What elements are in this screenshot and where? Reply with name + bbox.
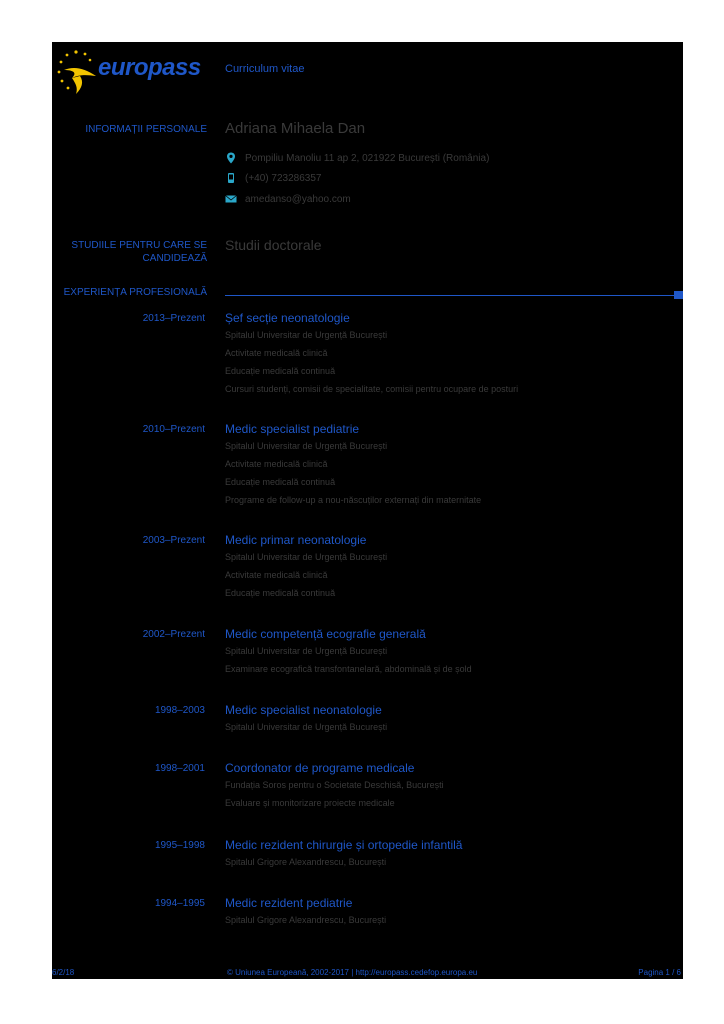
logo-wordmark: europass (98, 54, 201, 81)
email-text[interactable]: amedanso@yahoo.com (245, 193, 351, 205)
experience-date: 1998–2003 (154, 705, 205, 716)
studies-label-line2: CANDIDEAZĂ (142, 253, 207, 264)
experience-date: 1994–1995 (154, 898, 205, 909)
full-name: Adriana Mihaela Dan (225, 120, 366, 137)
experience-date: 2013–Prezent (142, 313, 205, 324)
experience-title: Medic specialist pediatrie (225, 422, 360, 436)
footer-copyright[interactable]: © Uniunea Europeană, 2002-2017 | http://europass.cedefop.europa.eu (227, 968, 478, 977)
experience-item (225, 760, 675, 812)
experience-detail: Activitate medicală clinică (225, 570, 328, 580)
studies-value: Studii doctorale (225, 237, 322, 253)
section-divider (225, 295, 674, 296)
document-title: Curriculum vitae (225, 63, 305, 75)
address-text: Pompiliu Manoliu 11 ap 2, 021922 București (România) (245, 152, 490, 164)
experience-title: Șef secție neonatologie (225, 311, 350, 325)
studies-label-line1: STUDIILE PENTRU CARE SE (71, 240, 207, 251)
experience-date: 2002–Prezent (142, 629, 205, 640)
experience-detail: Evaluare și monitorizare proiecte medicale (225, 798, 395, 808)
experience-item (225, 421, 675, 509)
experience-date: 1995–1998 (154, 840, 205, 851)
experience-employer: Fundația Soros pentru o Societate Deschisă, București (225, 780, 444, 790)
europass-star-logo (54, 48, 104, 96)
experience-item (225, 532, 675, 602)
phone-text: (+40) 723286357 (245, 172, 322, 184)
experience-date: 2010–Prezent (142, 424, 205, 435)
experience-title: Medic primar neonatologie (225, 533, 367, 547)
experience-title: Coordonator de programe medicale (225, 761, 415, 775)
experience-employer: Spitalul Grigore Alexandrescu, București (225, 857, 387, 867)
experience-item (225, 895, 675, 929)
location-pin-icon (225, 152, 237, 164)
personal-info-label: INFORMAȚII PERSONALE (85, 124, 207, 135)
experience-title: Medic competență ecografie generală (225, 627, 426, 641)
experience-title: Medic specialist neonatologie (225, 703, 382, 717)
experience-employer: Spitalul Grigore Alexandrescu, București (225, 915, 387, 925)
experience-title: Medic rezident chirurgie și ortopedie infantilă (225, 838, 463, 852)
experience-title: Medic rezident pediatrie (225, 896, 353, 910)
europass-logo (54, 48, 214, 96)
experience-detail: Educație medicală continuă (225, 477, 336, 487)
experience-detail: Cursuri studenți, comisii de specialitate, comisii pentru ocupare de posturi (225, 384, 519, 394)
experience-date: 2003–Prezent (142, 535, 205, 546)
experience-detail: Activitate medicală clinică (225, 459, 328, 469)
experience-date: 1998–2001 (154, 763, 205, 774)
studies-label (71, 239, 207, 265)
experience-detail: Activitate medicală clinică (225, 348, 328, 358)
experience-item (225, 626, 675, 678)
experience-item (225, 310, 675, 398)
experience-employer: Spitalul Universitar de Urgență București (225, 722, 388, 732)
experience-employer: Spitalul Universitar de Urgență București (225, 646, 388, 656)
phone-row (225, 171, 321, 185)
phone-icon (225, 172, 237, 184)
experience-employer: Spitalul Universitar de Urgență București (225, 552, 388, 562)
experience-detail: Programe de follow-up a nou-născuților externați din maternitate (225, 495, 482, 505)
experience-item (225, 837, 675, 871)
email-row[interactable] (225, 192, 351, 206)
email-icon (225, 193, 237, 205)
experience-detail: Educație medicală continuă (225, 588, 336, 598)
experience-label: EXPERIENȚA PROFESIONALĂ (63, 287, 207, 298)
footer-page-number: Pagina 1 / 6 (638, 968, 681, 977)
footer-date: 6/2/18 (52, 968, 75, 977)
experience-detail: Examinare ecografică transfontanelară, abdominală și de șold (225, 664, 472, 674)
experience-item (225, 702, 675, 736)
experience-employer: Spitalul Universitar de Urgență București (225, 441, 388, 451)
experience-employer: Spitalul Universitar de Urgență București (225, 330, 388, 340)
section-divider-marker (674, 291, 683, 299)
experience-detail: Educație medicală continuă (225, 366, 336, 376)
cv-page (52, 42, 683, 979)
address-row (225, 151, 489, 165)
